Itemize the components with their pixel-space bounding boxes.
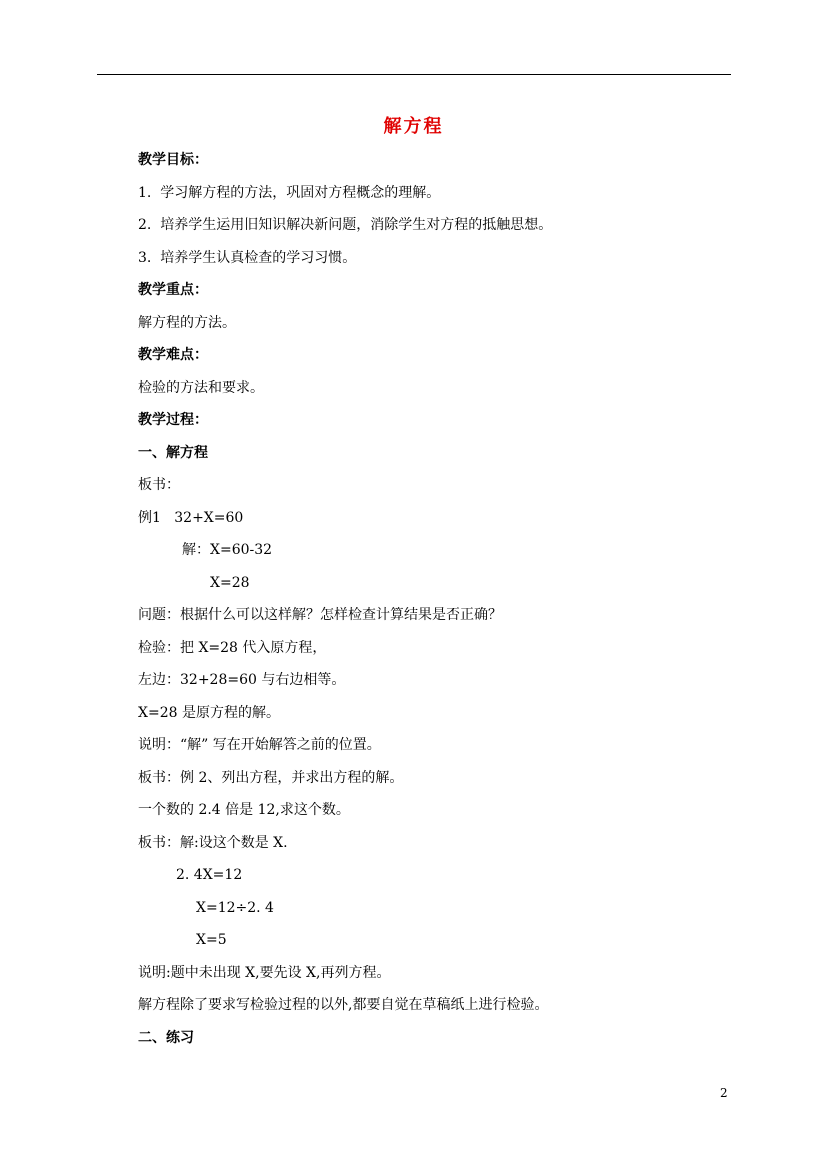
example-2-problem: 一个数的 2.4 倍是 12,求这个数。	[138, 802, 350, 818]
note-2: 说明:题中未出现 X,要先设 X,再列方程。	[138, 965, 391, 981]
key-point-text: 解方程的方法。	[138, 315, 236, 331]
example-2-board: 板书：例 2、列出方程，并求出方程的解。	[138, 770, 404, 786]
objective-3: 3. 培养学生认真检查的学习习惯。	[138, 250, 357, 266]
section-practice: 二、练习	[138, 1030, 194, 1046]
example-1-step-2: X=28	[210, 575, 250, 591]
example-2-step-2: X=12÷2. 4	[196, 900, 274, 916]
solution-statement: X=28 是原方程的解。	[138, 705, 280, 721]
page-title: 解方程	[383, 116, 444, 137]
note-3: 解方程除了要求写检验过程的以外,都要自觉在草稿纸上进行检验。	[138, 997, 549, 1013]
example-2-setup: 板书：解:设这个数是 X.	[138, 835, 288, 851]
board-label: 板书：	[138, 477, 180, 493]
heading-difficulties: 教学难点：	[138, 347, 208, 363]
heading-process: 教学过程：	[138, 412, 208, 428]
heading-objectives: 教学目标：	[138, 152, 208, 168]
example-2-step-1: 2. 4X=12	[176, 867, 243, 883]
example-1-step-1: 解：X=60-32	[182, 542, 273, 558]
question-text: 问题：根据什么可以这样解？怎样检查计算结果是否正确？	[138, 607, 502, 623]
left-side-text: 左边：32+28=60 与右边相等。	[138, 672, 346, 688]
objective-2: 2. 培养学生运用旧知识解决新问题，消除学生对方程的抵触思想。	[138, 217, 553, 233]
difficulty-text: 检验的方法和要求。	[138, 380, 264, 396]
example-1-equation: 例1 32+X=60	[138, 510, 244, 526]
section-solve-equations: 一、解方程	[138, 445, 208, 461]
example-2-step-3: X=5	[196, 932, 227, 948]
objective-1: 1. 学习解方程的方法，巩固对方程概念的理解。	[138, 185, 441, 201]
check-text: 检验：把 X=28 代入原方程，	[138, 640, 327, 656]
note-1: 说明：“解” 写在开始解答之前的位置。	[138, 737, 381, 753]
header-rule	[97, 74, 731, 75]
heading-key-points: 教学重点：	[138, 282, 208, 298]
page-number: 2	[720, 1086, 728, 1100]
